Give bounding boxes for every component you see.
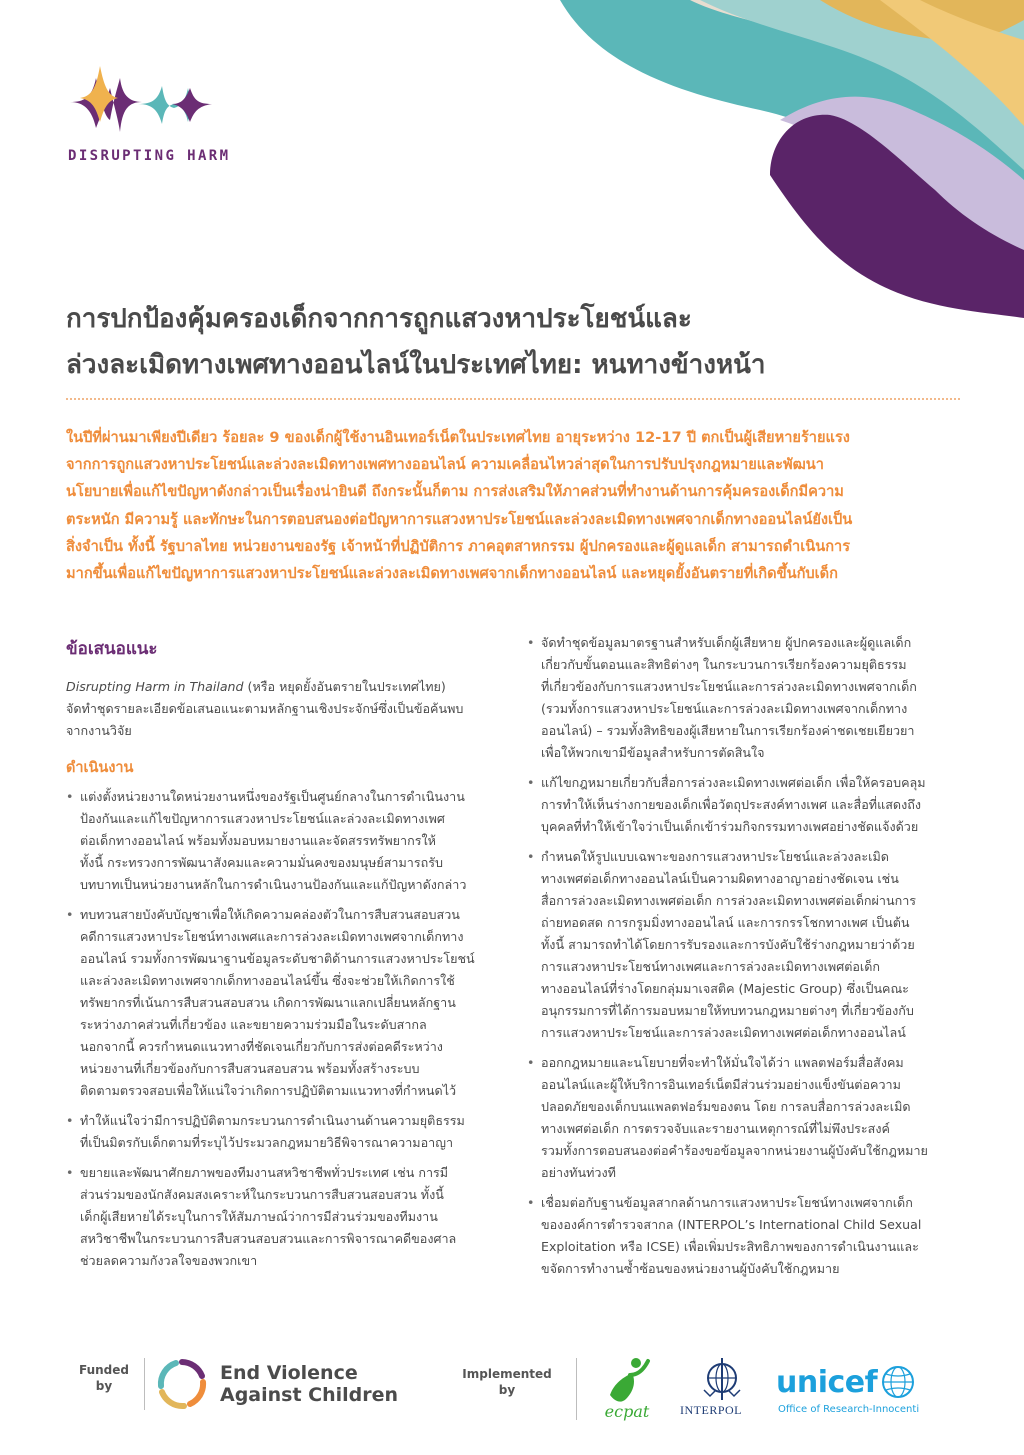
end-violence-wordmark — [220, 1362, 398, 1406]
bullet-line: อย่างทันท่วงที — [541, 1165, 616, 1180]
intro-line: จากการถูกแสวงหาประโยชน์และล่วงละเมิดทางเพศทางออนไลน์ ความเคลื่อนไหวล่าสุดในการปรับปรุงกฎหมายและพัฒนา — [66, 456, 824, 474]
intro-paragraph — [66, 424, 966, 587]
document-title — [66, 296, 946, 388]
unicef-globe-icon — [880, 1364, 916, 1400]
intro-line: ในปีที่ผ่านมาเพียงปีเดียว ร้อยละ 9 ของเด็กผู้ใช้งานอินเทอร์เน็ตในประเทศไทย อายุระหว่าง 12-17 ปี ตกเป็นผู้เสียหายร้ายแรง — [66, 429, 850, 446]
bullet-line: Exploitation หรือ ICSE) เพื่อเพิ่มประสิทธิภาพของการดำเนินงานและ — [541, 1239, 919, 1254]
end-violence-line: End Violence — [220, 1362, 358, 1384]
bullet-line: ทั้งนี้ สามารถทำได้โดยการรับรองและการบังคับใช้ร่างกฎหมายว่าด้วย — [541, 937, 915, 952]
bullet-line: ช่วยลดความกังวลใจของพวกเขา — [80, 1253, 258, 1268]
bullet-line: และล่วงละเมิดทางเพศจากเด็กทางออนไลน์ขึ้น ซึ่งจะช่วยให้เกิดการใช้ — [80, 973, 455, 988]
recommendations-intro-line — [66, 676, 506, 698]
bullet-line: • ทบทวนสายบังคับบัญชาเพื่อให้เกิดความคล่องตัวในการสืบสวนสอบสวน — [80, 907, 460, 922]
recommendation-bullet — [527, 1052, 967, 1184]
bullet-line: หน่วยงานที่เกี่ยวข้องกับการสืบสวนสอบสวน พร้อมทั้งสร้างระบบ — [80, 1061, 420, 1076]
bullet-line: ทางเพศต่อเด็กทางออนไลน์เป็นความผิดทางอาญาอย่างชัดเจน เช่น — [541, 871, 899, 886]
footer-divider — [144, 1358, 145, 1410]
recommendation-bullet — [66, 1110, 506, 1154]
bullet-line: การแสวงหาประโยชน์ทางเพศและการล่วงละเมิดทางเพศต่อเด็ก — [541, 959, 881, 974]
intro-line: มากขึ้นเพื่อแก้ไขปัญหาการแสวงหาประโยชน์และล่วงละเมิดทางเพศจากเด็กทางออนไลน์ และหยุดยั้งอันตรายที่เกิดขึ้นกับเด็ก — [66, 565, 838, 583]
dotted-divider — [66, 398, 960, 400]
bullet-line: • ขยายและพัฒนาศักยภาพของทีมงานสหวิชาชีพทั่วประเทศ เช่น การมี — [80, 1165, 449, 1180]
recommendation-bullet — [527, 846, 967, 1044]
footer-divider — [576, 1358, 577, 1420]
bullet-line: ส่วนร่วมของนักสังคมสงเคราะห์ในกระบวนการสืบสวนสอบสวน ทั้งนี้ — [80, 1187, 444, 1202]
bullet-line: การแสวงหาประโยชน์และการล่วงละเมิดทางเพศต่อเด็กทางออนไลน์ — [541, 1025, 906, 1040]
funded-by-label: Funded by — [78, 1363, 129, 1393]
recommendations-intro — [66, 676, 506, 742]
recommendations-heading: ข้อเสนอแนะ — [66, 639, 158, 659]
ecpat-logo — [596, 1355, 658, 1423]
unicef-office-label: Office of Research-Innocenti — [778, 1404, 920, 1415]
bullet-line: ระหว่างภาคส่วนที่เกี่ยวข้อง และขยายความร่วมมือในระดับสากล — [80, 1017, 427, 1032]
bullet-line: การทำให้เห็นร่างกายของเด็กเพื่อวัตถุประสงค์ทางเพศ และสื่อที่แสดงถึง — [541, 797, 922, 812]
recommendation-bullet — [66, 1162, 506, 1272]
bullet-line: เกี่ยวกับขั้นตอนและสิทธิต่างๆ ในกระบวนการเรียกร้องความยุติธรรม — [541, 657, 907, 672]
left-column — [66, 636, 506, 1280]
implemented-by-label: Implemented by — [462, 1367, 552, 1397]
interpol-wordmark: INTERPOL — [680, 1403, 742, 1417]
bullet-line: เพื่อให้พวกเขามีข้อมูลสำหรับการตัดสินใจ — [541, 745, 765, 760]
bullet-line: • แต่งตั้งหน่วยงานใดหน่วยงานหนึ่งของรัฐเป็นศูนย์กลางในการดำเนินงาน — [80, 789, 465, 804]
bullet-line: นอกจากนี้ ควรกำหนดแนวทางที่ชัดเจนเกี่ยวกับการส่งต่อคดีระหว่าง — [80, 1039, 443, 1054]
bullet-line: • เชื่อมต่อกับฐานข้อมูลสากลด้านการแสวงหาประโยชน์ทางเพศจากเด็ก — [541, 1195, 913, 1210]
intro-line: นโยบายเพื่อแก้ไขปัญหาดังกล่าวเป็นเรื่องน่ายินดี ถึงกระนั้นก็ตาม การส่งเสริมให้ภาคส่วนที่ทำงานด้านการคุ้มครองเด็กมีความ — [66, 483, 844, 501]
bullet-line: ออนไลน์) – รวมทั้งสิทธิของผู้เสียหายในการเรียกร้องค่าชดเชยเยียวยา — [541, 723, 915, 738]
bullet-line: อนุกรรมการที่ได้การมอบหมายให้ทบทวนกฎหมายต่างๆ ที่เกี่ยวข้องกับ — [541, 1003, 914, 1018]
bullet-line: (รวมทั้งการแสวงหาประโยชน์และการล่วงละเมิดทางเพศจากเด็กทาง — [541, 701, 908, 716]
left-bullet-list — [66, 786, 506, 1272]
bullet-line: ทางเพศต่อเด็ก การตรวจจับและรายงานเหตุการณ์ที่ไม่พึงประสงค์ — [541, 1121, 890, 1136]
bullet-line: ทางออนไลน์ที่ร่างโดยกลุ่มมาเจสติค (Majestic Group) ซึ่งเป็นคณะ — [541, 981, 909, 996]
bullet-line: • แก้ไขกฎหมายเกี่ยวกับสื่อการล่วงละเมิดทางเพศต่อเด็ก เพื่อให้ครอบคลุม — [541, 775, 926, 790]
title-line: การปกป้องคุ้มครองเด็กจากการถูกแสวงหาประโยชน์และ — [66, 304, 692, 334]
bullet-line: ออนไลน์ รวมทั้งการพัฒนาฐานข้อมูลระดับชาติด้านการแสวงหาประโยชน์ — [80, 951, 475, 966]
bullet-line: ที่เป็นมิตรกับเด็กตามที่ระบุไว้ประมวลกฎหมายวิธีพิจารณาความอาญา — [80, 1135, 454, 1150]
bullet-line: ต่อเด็กทางออนไลน์ พร้อมทั้งมอบหมายงานและจัดสรรทรัพยากรให้ — [80, 833, 436, 848]
bullet-line: สื่อการล่วงละเมิดทางเพศต่อเด็ก การล่วงละเมิดทางเพศต่อเด็กผ่านการ — [541, 893, 917, 908]
bullet-line: บุคคลที่ทำให้เข้าใจว่าเป็นเด็กเข้าร่วมกิจกรรมทางเพศอย่างชัดแจ้งด้วย — [541, 819, 919, 834]
recommendation-bullet — [527, 632, 967, 764]
bullet-line: บทบาทเป็นหน่วยงานหลักในการดำเนินงานป้องกันและแก้ปัญหาดังกล่าว — [80, 877, 467, 892]
bullet-line: คดีการแสวงหาประโยชน์ทางเพศและการล่วงละเมิดทางเพศจากเด็กทาง — [80, 929, 464, 944]
bullet-line: • จัดทำชุดข้อมูลมาตรฐานสำหรับเด็กผู้เสียหาย ผู้ปกครองและผู้ดูแลเด็ก — [541, 635, 912, 650]
intro-line: สิ่งจำเป็น ทั้งนี้ รัฐบาลไทย หน่วยงานของรัฐ เจ้าหน้าที่ปฏิบัติการ ภาคอุตสาหกรรม ผู้ปกครองและผู้ดูแลเด็ก สามารถดำเนินการ — [66, 537, 851, 555]
bullet-line: ทรัพยากรที่เน้นการสืบสวนสอบสวน เกิดการพัฒนาแลกเปลี่ยนหลักฐาน — [80, 995, 456, 1010]
recommendation-bullet — [527, 1192, 967, 1280]
bullet-line: ปลอดภัยของเด็กบนแพลตฟอร์มของตน โดย การลบสื่อการล่วงละเมิด — [541, 1099, 911, 1114]
end-violence-logo-icon — [156, 1358, 208, 1410]
recommendations-intro-line: จากงานวิจัย — [66, 723, 132, 738]
bullet-line: • ทำให้แน่ใจว่ามีการปฏิบัติตามกระบวนการดำเนินงานด้านความยุติธรรม — [80, 1113, 465, 1128]
bullet-line: ถ่ายทอดสด การกรูมมิ่งทางออนไลน์ และการกรรโชกทางเพศ เป็นต้น — [541, 915, 910, 930]
recommendation-bullet — [66, 786, 506, 896]
bullet-line: สหวิชาชีพในกระบวนการสืบสวนสอบสวนและการพิจารณาคดีของศาล — [80, 1231, 457, 1246]
report-name: Disrupting Harm in Thailand — [66, 679, 244, 694]
end-violence-line: Against Children — [220, 1384, 399, 1406]
bullet-line: ขจัดการทำงานซ้ำซ้อนของหน่วยงานผู้บังคับใช้กฎหมาย — [541, 1261, 840, 1276]
right-bullet-list — [527, 632, 967, 1280]
bullet-line: ติดตามตรวจสอบเพื่อให้แน่ใจว่าเกิดการปฏิบัติตามแนวทางที่กำหนดไว้ — [80, 1083, 457, 1098]
bullet-line: ป้องกันและแก้ไขปัญหาการแสวงหาประโยชน์และล่วงละเมิดทางเพศ — [80, 811, 445, 826]
right-column — [527, 632, 967, 1288]
ecpat-wordmark: ecpat — [604, 1402, 650, 1421]
bullet-line: • ออกกฎหมายและนโยบายที่จะทำให้มั่นใจได้ว่า แพลตฟอร์มสื่อสังคม — [541, 1055, 904, 1070]
bullet-line: ขององค์การตำรวจสากล (INTERPOL’s International Child Sexual — [541, 1217, 922, 1232]
bullet-line: • กำหนดให้รูปแบบเฉพาะของการแสวงหาประโยชน์และล่วงละเมิด — [541, 849, 889, 864]
report-name-translation: (หรือ หยุดยั้งอันตรายในประเทศไทย) — [243, 679, 446, 694]
bullet-line: ที่เกี่ยวข้องกับการแสวงหาประโยชน์และการล่วงละเมิดทางเพศจากเด็ก — [541, 679, 917, 694]
recommendation-bullet — [66, 904, 506, 1102]
logo-wordmark: DISRUPTING HARM — [68, 148, 231, 164]
bullet-line: ออนไลน์และผู้ให้บริการอินเทอร์เน็ตมีส่วนร่วมอย่างแข็งขันต่อความ — [541, 1077, 901, 1092]
title-line: ล่วงละเมิดทางเพศทางออนไลน์ในประเทศไทย: หนทางข้างหน้า — [66, 350, 766, 380]
bullet-line: เด็กผู้เสียหายได้ระบุในการให้สัมภาษณ์ว่าการมีส่วนร่วมของทีมงาน — [80, 1209, 438, 1224]
recommendations-intro-line: จัดทำชุดรายละเอียดข้อเสนอแนะตามหลักฐานเชิงประจักษ์ซึ่งเป็นข้อค้นพบ — [66, 701, 464, 716]
implementation-subheading: ดำเนินงาน — [66, 760, 134, 776]
intro-line: ตระหนัก มีความรู้ และทักษะในการตอบสนองต่อปัญหาการแสวงหาประโยชน์และล่วงละเมิดทางเพศจากเด็กทางออนไลน์ยังเป็น — [66, 510, 853, 528]
bullet-line: รวมทั้งการตอบสนองต่อคำร้องขอข้อมูลจากหน่วยงานผู้บังคับใช้กฎหมาย — [541, 1143, 928, 1158]
unicef-wordmark: unicef — [776, 1365, 878, 1400]
bullet-line: ทั้งนี้ กระทรวงการพัฒนาสังคมและความมั่นคงของมนุษย์สามารถรับ — [80, 855, 444, 870]
recommendation-bullet — [527, 772, 967, 838]
